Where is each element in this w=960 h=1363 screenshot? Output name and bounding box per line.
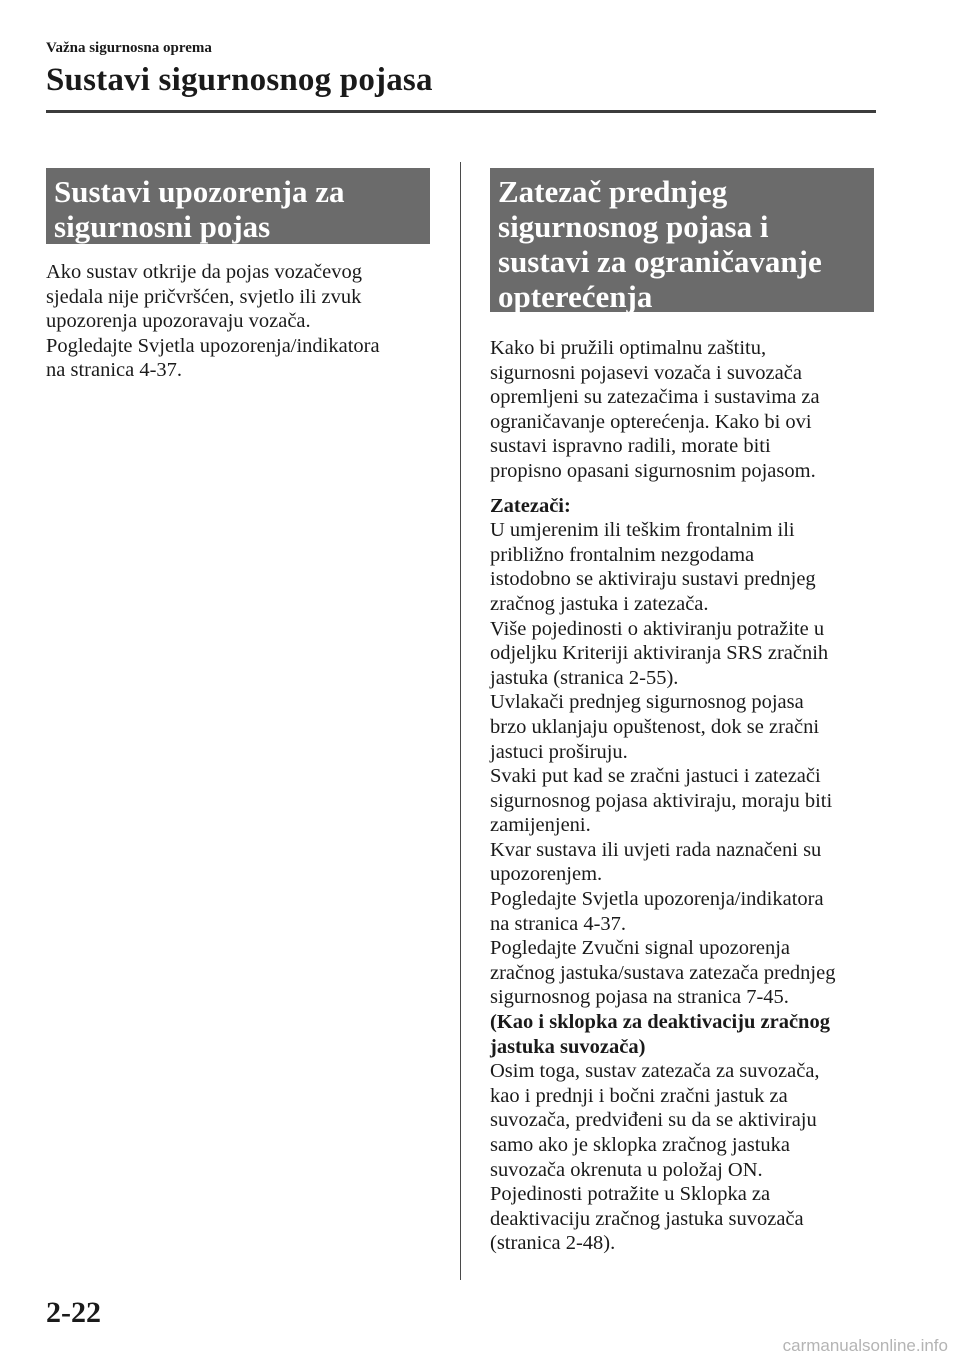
text-line: istodobno se aktiviraju sustavi prednjeg <box>490 568 816 591</box>
text-line: zračnog jastuka i zatezača. <box>490 592 709 615</box>
text-line: sigurnosni pojasevi vozača i suvozača <box>490 361 802 384</box>
heading-line: sustavi za ograničavanje <box>498 244 822 279</box>
text-line: upozorenjem. <box>490 863 603 886</box>
title-divider <box>46 110 876 113</box>
heading-line: Zatezač prednjeg <box>498 174 728 209</box>
text-line: odjeljku Kriteriji aktiviranja SRS zračnih <box>490 642 829 665</box>
pretensioner-text <box>490 336 880 1256</box>
section-heading-pretensioner <box>490 168 874 312</box>
text-line: sustavi ispravno radili, morate biti <box>490 435 771 458</box>
text-line: Pogledajte Zvučni signal upozorenja <box>490 937 791 960</box>
text-line: Osim toga, sustav zatezača za suvozača, <box>490 1060 820 1083</box>
text-line: suvozača okrenuta u položaj ON. <box>490 1158 763 1181</box>
text-line: suvozača, predviđeni su da se aktiviraju <box>490 1109 817 1132</box>
text-line: U umjerenim ili teškim frontalnim ili <box>490 519 795 542</box>
bold-note-line: (Kao i sklopka za deaktivaciju zračnog <box>490 1011 830 1034</box>
text-line: Svaki put kad se zračni jastuci i zatezači <box>490 765 821 788</box>
text-line: kao i prednji i bočni zračni jastuk za <box>490 1084 788 1107</box>
text-line: samo ako je sklopka zračnog jastuka <box>490 1134 791 1156</box>
seatbelt-warning-paragraph <box>46 260 441 383</box>
text-line: Pojedinosti potražite u Sklopka za <box>490 1183 771 1206</box>
text-line: (stranica 2-48). <box>490 1232 616 1255</box>
text-line: Kvar sustava ili uvjeti rada naznačeni su <box>490 838 822 861</box>
page-number: 2-22 <box>46 1296 101 1329</box>
column-divider <box>460 162 461 1280</box>
text-line: deaktivaciju zračnog jastuka suvozača <box>490 1207 804 1230</box>
text-line: jastuka (stranica 2-55). <box>490 666 679 689</box>
text-line: Pogledajte Svjetla upozorenja/indikatora <box>46 334 380 357</box>
heading-line: sigurnosnog pojasa i <box>498 209 769 244</box>
text-line: na stranica 4-37. <box>46 359 183 382</box>
text-line: propisno opasani sigurnosnim pojasom. <box>490 459 816 482</box>
text-line: zračnog jastuka/sustava zatezača prednjeg <box>490 961 836 984</box>
text-line: približno frontalnim nezgodama <box>490 543 755 566</box>
text-line: jastuci proširuju. <box>490 740 628 763</box>
text-line: zamijenjeni. <box>490 814 591 837</box>
watermark: carmanualsonline.info <box>782 1336 948 1355</box>
section-heading-seatbelt-warning <box>46 168 430 244</box>
text-line: Ako sustav otkrije da pojas vozačevog <box>46 261 362 283</box>
text-line: upozorenja upozoravaju vozača. <box>46 310 311 333</box>
text-line: na stranica 4-37. <box>490 912 627 935</box>
text-line: sigurnosnog pojasa na stranica 7-45. <box>490 986 789 1009</box>
page-title: Sustavi sigurnosnog pojasa <box>46 62 433 98</box>
text-line: Kako bi pružili optimalnu zaštitu, <box>490 337 767 359</box>
bold-note-line: jastuka suvozača) <box>490 1035 646 1058</box>
breadcrumb: Važna sigurnosna oprema <box>46 40 212 56</box>
heading-line: sigurnosni pojas <box>54 209 271 244</box>
text-line: ograničavanje opterećenja. Kako bi ovi <box>490 410 812 433</box>
text-line: brzo uklanjaju opuštenost, dok se zračni <box>490 715 820 738</box>
text-line: sigurnosnog pojasa aktiviraju, moraju biti <box>490 789 833 812</box>
text-line: opremljeni su zatezačima i sustavima za <box>490 386 820 409</box>
text-line: Uvlakači prednjeg sigurnosnog pojasa <box>490 691 804 714</box>
subheading-pretensioners: Zatezači: <box>490 494 571 517</box>
text-line: sjedala nije pričvršćen, svjetlo ili zvuk <box>46 285 362 308</box>
heading-line: opterećenja <box>498 279 653 314</box>
text-line: Pogledajte Svjetla upozorenja/indikatora <box>490 888 824 911</box>
text-line: Više pojedinosti o aktiviranju potražite u <box>490 617 825 640</box>
heading-line: Sustavi upozorenja za <box>54 174 345 209</box>
